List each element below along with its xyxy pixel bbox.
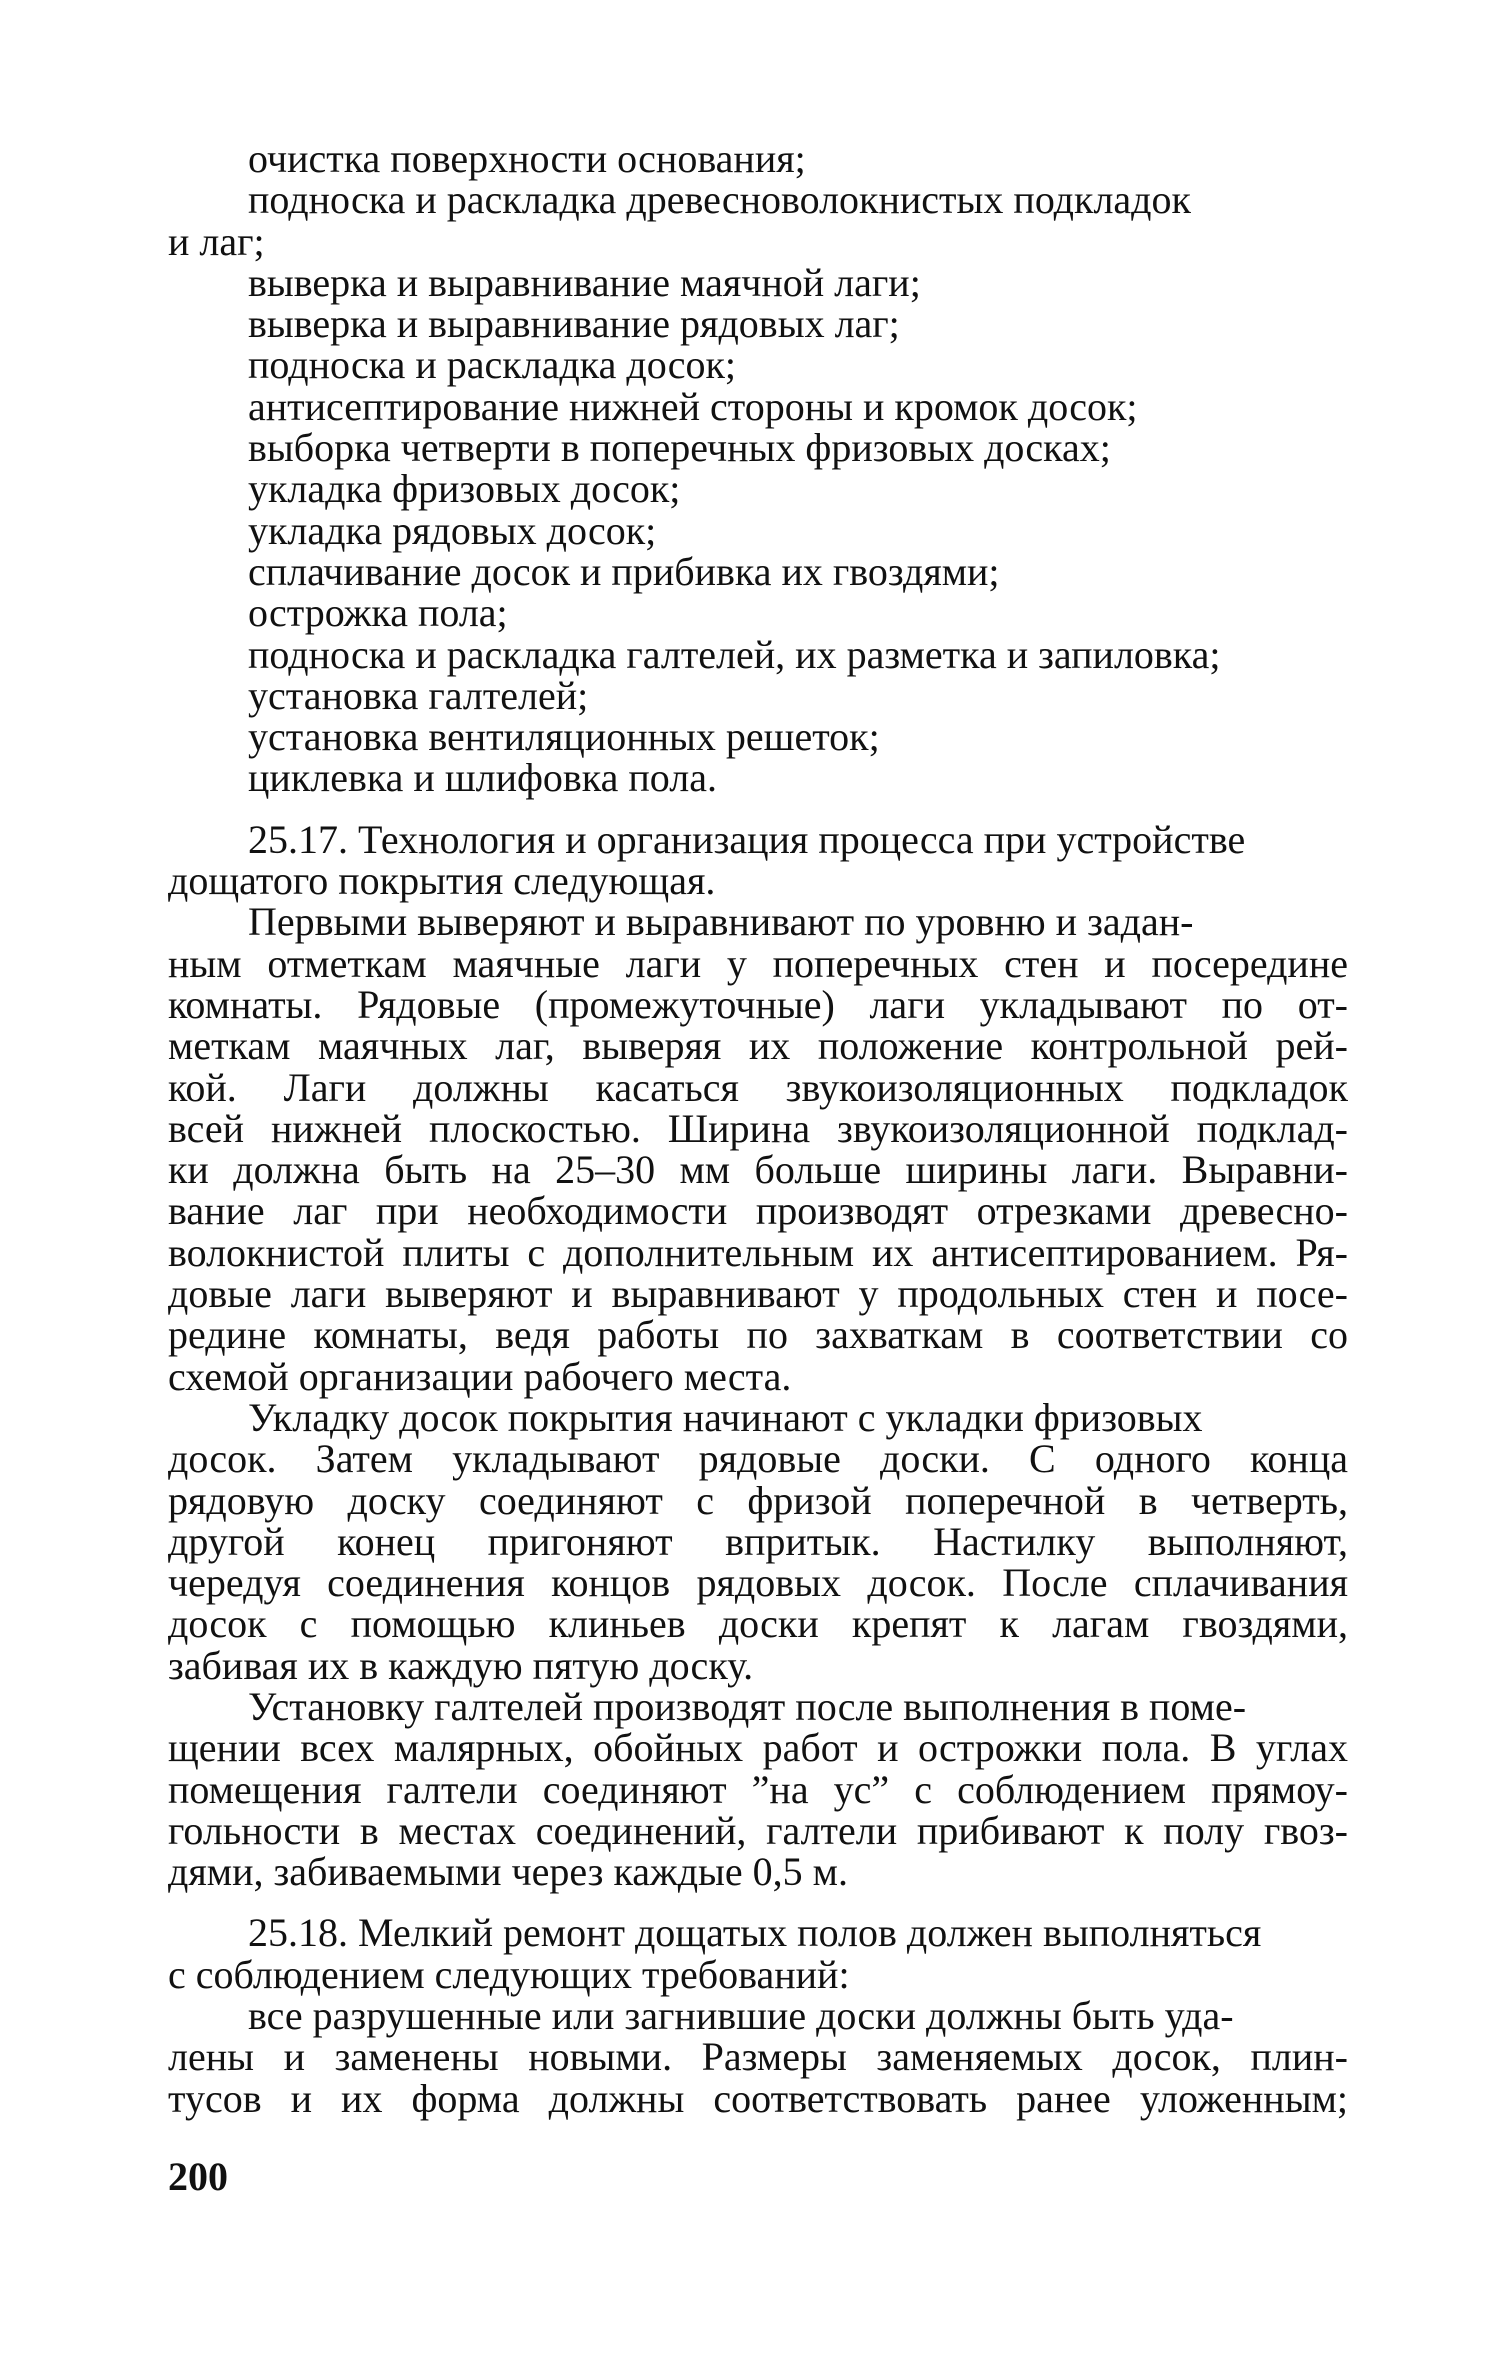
list-item: выверка и выравнивание рядовых лаг; (248, 301, 900, 347)
list-item: подноска и раскладка древесноволокнистых подкладок (248, 177, 1191, 223)
list-item: антисептирование нижней стороны и кромок досок; (248, 383, 1138, 429)
list-item: выверка и выравнивание маячной лаги; (248, 259, 921, 305)
paragraph-boards (168, 1394, 1348, 1688)
paragraph-line: забивая их в каждую пятую доску. (168, 1642, 754, 1688)
paragraph-line: вание лаг при необходимости производят отрезками древесно- (168, 1188, 1348, 1234)
paragraph-line: комнаты. Рядовые (промежуточные) лаги укладывают по от- (168, 981, 1348, 1027)
paragraph-repair (168, 1995, 1348, 2119)
section-25-17 (168, 816, 1348, 904)
list-item: подноска и раскладка досок; (248, 342, 736, 388)
paragraph-line: щении всех малярных, обойных работ и острожки пола. В углах (168, 1725, 1348, 1771)
list-item: острожка пола; (248, 590, 508, 636)
paragraph-line: лены и заменены новыми. Размеры заменяемых досок, плин- (168, 2034, 1348, 2080)
section-heading-line: 25.17. Технология и организация процесса при устройстве (248, 816, 1246, 862)
paragraph-line: гольности в местах соединений, галтели прибивают к полу гвоз- (168, 1807, 1348, 1853)
paragraph-line: Установку галтелей производят после выполнения в поме- (248, 1683, 1247, 1729)
list-item: выборка четверти в поперечных фризовых досках; (248, 425, 1111, 471)
paragraph-line: досок. Затем укладывают рядовые доски. С одного конца (168, 1436, 1348, 1482)
paragraph-line: кой. Лаги должны касаться звукоизоляционных подкладок (168, 1064, 1348, 1110)
work-operations-list (168, 138, 1348, 799)
paragraph-line: рядовую доску соединяют с фризой поперечной в четверть, (168, 1477, 1348, 1523)
list-item-continuation: и лаг; (168, 218, 265, 264)
paragraph-line: чередуя соединения концов рядовых досок. После сплачивания (168, 1560, 1348, 1606)
paragraph-line: всей нижней плоскостью. Ширина звукоизоляционной подклад- (168, 1105, 1348, 1151)
list-item: сплачивание досок и прибивка их гвоздями; (248, 548, 1000, 594)
list-item: очистка поверхности основания; (248, 136, 806, 181)
paragraph-line: помещения галтели соединяют ”на ус” с соблюдением прямоу- (168, 1766, 1348, 1812)
paragraph-line: с соблюдением следующих требований: (168, 1951, 850, 1997)
paragraph-line: ным отметкам маячные лаги у поперечных стен и посередине (168, 940, 1348, 986)
paragraph-line: волокнистой плиты с дополнительным их антисептированием. Ря- (168, 1229, 1348, 1275)
list-item: установка галтелей; (248, 672, 589, 718)
paragraph-line: Укладку досок покрытия начинают с укладки фризовых (248, 1394, 1203, 1440)
paragraph-line: тусов и их форма должны соответствовать ранее уложенным; (168, 2075, 1348, 2121)
paragraph-line: другой конец пригоняют впритык. Настилку выполняют, (168, 1518, 1348, 1564)
list-item: укладка фризовых досок; (248, 466, 681, 512)
paragraph-line: досок с помощью клиньев доски крепят к лагам гвоздями, (168, 1601, 1348, 1647)
paragraph-line: ки должна быть на 25–30 мм больше ширины лаги. Выравни- (168, 1147, 1348, 1193)
section-heading-line: 25.18. Мелкий ремонт дощатых полов должен выполняться (248, 1910, 1262, 1956)
list-item: укладка рядовых досок; (248, 507, 657, 553)
paragraph-line: довые лаги выверяют и выравнивают у продольных стен и посе- (168, 1271, 1348, 1317)
page-number: 200 (168, 2154, 228, 2199)
paragraph-line: схемой организации рабочего места. (168, 1353, 792, 1399)
paragraph-line: все разрушенные или загнившие доски должны быть уда- (248, 1993, 1234, 2039)
paragraph-line: дями, забиваемыми через каждые 0,5 м. (168, 1849, 848, 1895)
paragraph-line: редине комнаты, ведя работы по захваткам в соответствии со (168, 1312, 1348, 1358)
page-body (168, 138, 1348, 2119)
paragraph-galtels (168, 1683, 1348, 1895)
paragraph-line: Первыми выверяют и выравнивают по уровню и задан- (248, 899, 1194, 945)
paragraph-line: дощатого покрытия следующая. (168, 858, 716, 904)
list-item: подноска и раскладка галтелей, их разметка и запиловка; (248, 631, 1221, 677)
paragraph-line: меткам маячных лаг, выверяя их положение контрольной рей- (168, 1023, 1348, 1069)
list-item: установка вентиляционных решеток; (248, 714, 880, 760)
section-25-18 (168, 1912, 1348, 1995)
list-item: циклевка и шлифовка пола. (248, 755, 717, 801)
paragraph-lags (168, 901, 1348, 1397)
